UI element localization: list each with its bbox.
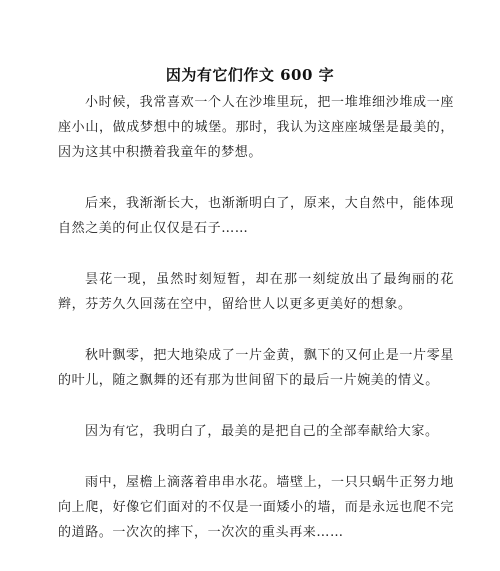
paragraph-1: 小时候，我常喜欢一个人在沙堆里玩，把一堆堆细沙堆成一座座小山，做成梦想中的城堡。那时，我认为这座座城堡是最美的，因为这其中积攒着我童年的梦想。 <box>58 95 454 160</box>
paragraph-2: 后来，我渐渐长大，也渐渐明白了，原来，大自然中，能体现自然之美的何止仅仅是石子…… <box>58 196 454 236</box>
paragraph-4: 秋叶飘零，把大地染成了一片金黄，飘下的又何止是一片零星的叶儿，随之飘舞的还有那为世间留下的最后一片婉美的情义。 <box>58 348 454 388</box>
paragraph-3: 昙花一现，虽然时刻短暂，却在那一刻绽放出了最绚丽的花辫，芬芳久久回荡在空中，留给世人以更多更美好的想象。 <box>58 272 454 312</box>
paragraph-5: 因为有它，我明白了，最美的是把自己的全部奉献给大家。 <box>85 424 439 439</box>
document-body <box>58 90 454 571</box>
document-title: 因为有它们作文 600 字 <box>165 66 335 84</box>
paragraph-6: 雨中，屋檐上滴落着串串水花。墙壁上，一只只蜗牛正努力地向上爬，好像它们面对的不仅是一面矮小的墙，而是永远也爬不完的道路。一次次的摔下，一次次的重头再来…… <box>58 475 454 540</box>
